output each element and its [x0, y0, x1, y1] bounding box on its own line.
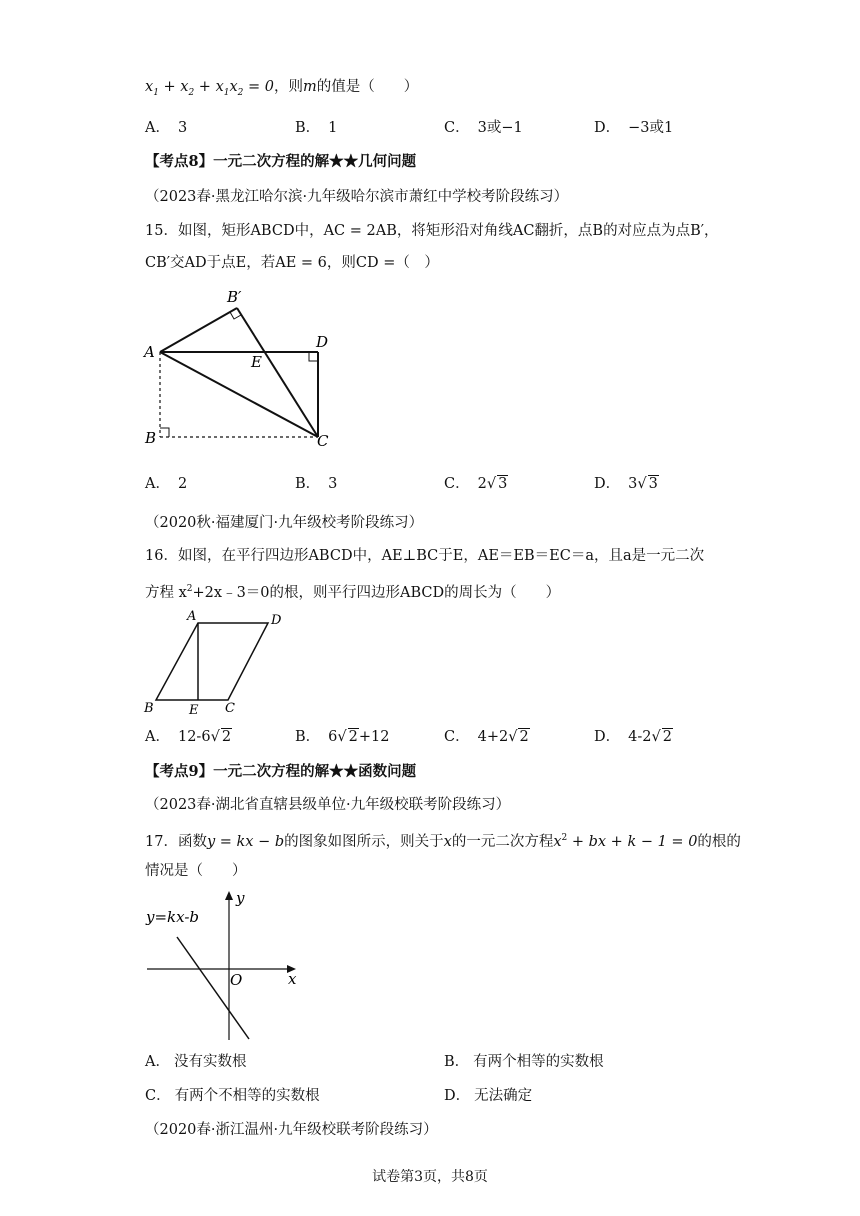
q16-label-a: A	[187, 609, 197, 624]
topic9-heading: 【考点9】一元二次方程的解★★函数问题	[145, 763, 417, 780]
q14-option-b[interactable]: B． 1	[295, 120, 338, 136]
topic8-heading: 【考点8】一元二次方程的解★★几何问题	[145, 153, 417, 170]
q14-option-a[interactable]: A． 3	[145, 120, 188, 136]
q15-label-b: B	[145, 429, 157, 447]
q15-label-d: D	[316, 333, 329, 351]
q15-label-e: E	[251, 353, 262, 371]
q15-option-b[interactable]: B． 3	[295, 476, 338, 492]
q17-stem-line2: 情况是（ ）	[145, 863, 247, 879]
q17-label-y: y	[236, 889, 245, 907]
q16-option-a[interactable]: A． 12-6√ 2	[145, 729, 232, 745]
q17-label-x: x	[288, 970, 297, 988]
q16-option-c[interactable]: C． 4+2√ 2	[444, 729, 529, 745]
q16-label-e: E	[189, 703, 199, 718]
q16-option-b[interactable]: B． 6√ 2+12	[295, 729, 390, 745]
q15-option-a[interactable]: A． 2	[145, 476, 188, 492]
q18-source: （2020春·浙江温州·九年级校联考阶段练习）	[145, 1122, 438, 1138]
q15-source: （2023春·黑龙江哈尔滨·九年级哈尔滨市萧红中学校考阶段练习）	[145, 189, 569, 205]
q17-option-a[interactable]: A． 没有实数根	[145, 1054, 247, 1070]
q17-option-b[interactable]: B． 有两个相等的实数根	[444, 1054, 604, 1070]
q16-option-d[interactable]: D． 4-2√ 2	[594, 729, 672, 745]
q16-label-d: D	[271, 613, 282, 628]
q17-option-c[interactable]: C． 有两个不相等的实数根	[145, 1088, 320, 1104]
q15-option-c[interactable]: C． 2√ 3	[444, 476, 508, 492]
q15-label-b-prime: B′	[227, 288, 242, 306]
q16-label-c: C	[225, 701, 235, 716]
q15-label-a: A	[144, 343, 155, 361]
q14-stem-line: $x_1 + x_2 + x_1x_2 = 0$，则m的值是（ ）	[145, 79, 419, 98]
page-footer: 试卷第3页，共8页	[372, 1169, 488, 1185]
q17-stem-line1: 17．函数y = kx − b的图象如图所示，则关于x的一元二次方程$x^2$ + bx + k − 1 = 0的根的	[145, 833, 741, 850]
q17-y-arrow	[225, 891, 233, 900]
q16-stem-line1: 16．如图，在平行四边形ABCD中，AE⊥BC于E，AE＝EB＝EC＝a，且a是一元二次	[145, 548, 705, 564]
q17-source: （2023春·湖北省直辖县级单位·九年级校联考阶段练习）	[145, 797, 511, 813]
q15-option-d[interactable]: D． 3√ 3	[594, 476, 658, 492]
q16-stem-line2: 方程 $x^2+2x﹣3=0$的根，则平行四边形ABCD的周长为（ ）	[145, 584, 561, 601]
q17-label-function: y=kx-b	[146, 908, 199, 926]
q15-stem-line2: CB′交AD于点E，若AE = 6，则CD =（ ）	[145, 255, 439, 271]
q17-label-origin: O	[230, 971, 243, 989]
q15-stem-line1: 15．如图，矩形ABCD中，AC = 2AB，将矩形沿对角线AC翻折，点B的对应点为点B′，	[145, 223, 719, 239]
q14-option-c[interactable]: C． 3或−1	[444, 120, 523, 136]
q14-option-d[interactable]: D． −3或1	[594, 120, 674, 136]
q16-source: （2020秋·福建厦门·九年级校考阶段练习）	[145, 515, 424, 531]
q14-equation: $x_1 + x_2 + x_1x_2 = 0$	[145, 79, 274, 98]
q15-label-c: C	[317, 432, 329, 450]
q17-option-d[interactable]: D． 无法确定	[444, 1088, 533, 1104]
q16-label-b: B	[144, 701, 154, 716]
